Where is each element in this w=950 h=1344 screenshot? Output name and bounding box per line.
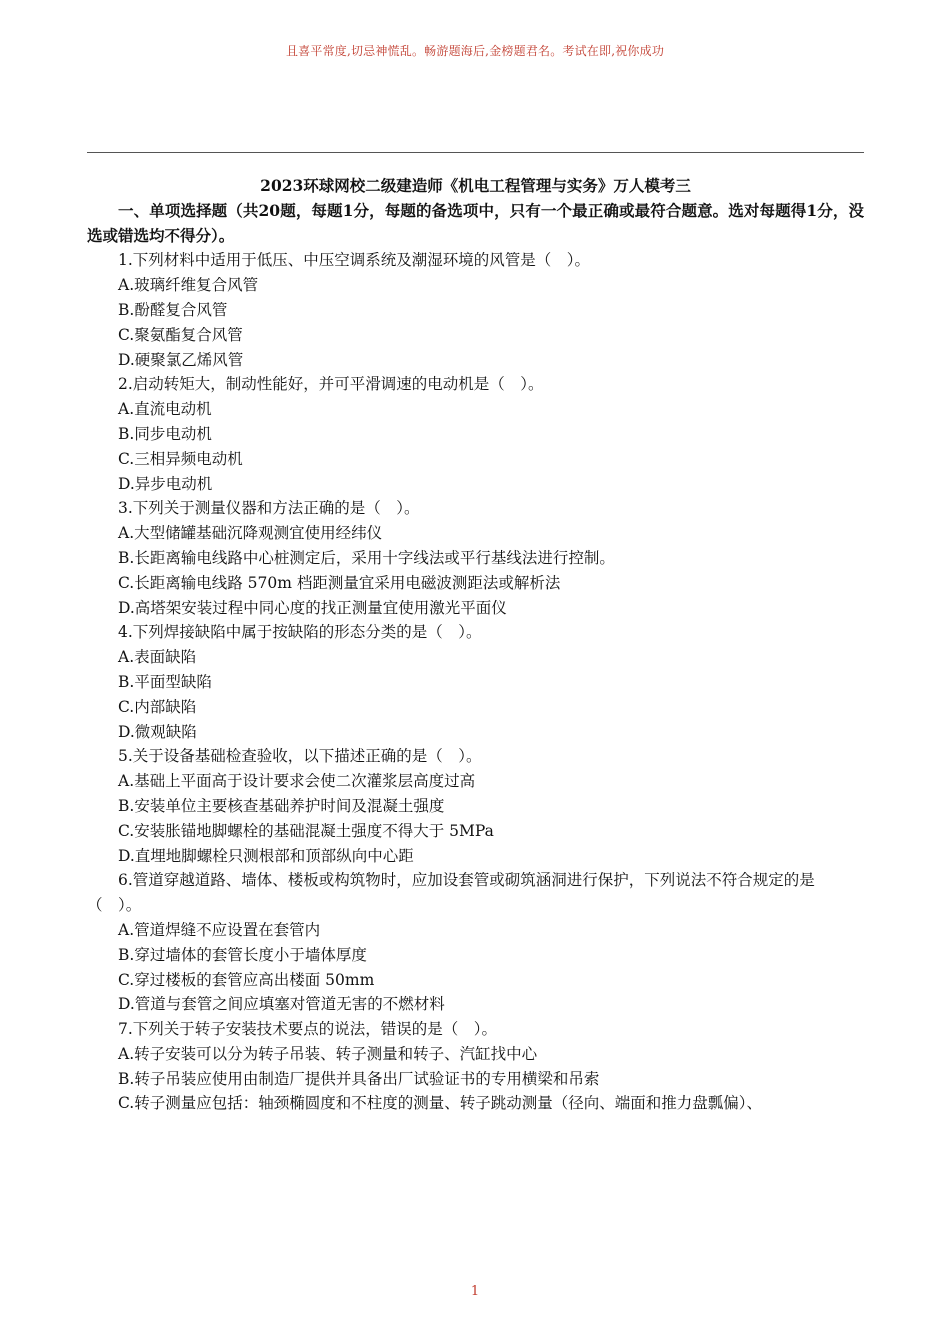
answer-option: A.直流电动机 xyxy=(118,400,212,419)
answer-option: C.长距离输电线路 570m 档距测量宜采用电磁波测距法或解析法 xyxy=(118,573,561,592)
question-3 xyxy=(87,496,864,620)
question-2 xyxy=(87,372,864,496)
header-divider xyxy=(87,152,864,153)
answer-option: D.直埋地脚螺栓只测根部和顶部纵向中心距 xyxy=(118,846,414,865)
document-title: 2023环球网校二级建造师《机电工程管理与实务》万人模考三 xyxy=(260,176,691,195)
question-stem: 7.下列关于转子安装技术要点的说法，错误的是（ ）。 xyxy=(118,1020,498,1039)
answer-option: A.大型储罐基础沉降观测宜使用经纬仪 xyxy=(118,524,383,543)
question-list xyxy=(87,248,864,1116)
question-6 xyxy=(87,868,864,1017)
answer-option: B.长距离输电线路中心桩测定后，采用十字线法或平行基线法进行控制。 xyxy=(118,548,615,567)
answer-option: D.硬聚氯乙烯风管 xyxy=(118,350,244,369)
question-stem: 3.下列关于测量仪器和方法正确的是（ ）。 xyxy=(118,499,420,518)
answer-option: C.转子测量应包括：轴颈椭圆度和不柱度的测量、转子跳动测量（径向、端面和推力盘瓢偏）、 xyxy=(118,1094,762,1113)
question-stem: 5.关于设备基础检查验收，以下描述正确的是（ ）。 xyxy=(118,747,482,766)
header-motto: 且喜平常度,切忌神慌乱。畅游题海后,金榜题君名。考试在即,祝你成功 xyxy=(285,44,665,58)
question-stem: 6.管道穿越道路、墙体、楼板或构筑物时，应加设套管或砌筑涵洞进行保护，下列说法不符合规定的是（ ）。 xyxy=(87,871,815,915)
question-7 xyxy=(87,1017,864,1116)
page-number: 1 xyxy=(470,1284,480,1299)
answer-option: C.穿过楼板的套管应高出楼面 50mm xyxy=(118,970,375,989)
answer-option: A.转子安装可以分为转子吊装、转子测量和转子、汽缸找中心 xyxy=(118,1044,538,1063)
answer-option: D.高塔架安装过程中同心度的找正测量宜使用激光平面仪 xyxy=(118,598,507,617)
document-body xyxy=(87,174,864,1116)
answer-option: B.安装单位主要核查基础养护时间及混凝土强度 xyxy=(118,796,445,815)
question-5 xyxy=(87,744,864,868)
answer-option: A.玻璃纤维复合风管 xyxy=(118,276,259,295)
answer-option: C.内部缺陷 xyxy=(118,697,197,716)
answer-option: B.同步电动机 xyxy=(118,424,212,443)
answer-option: D.微观缺陷 xyxy=(118,722,197,741)
answer-option: C.聚氨酯复合风管 xyxy=(118,325,243,344)
answer-option: B.平面型缺陷 xyxy=(118,672,212,691)
answer-option: D.异步电动机 xyxy=(118,474,213,493)
question-stem: 2.启动转矩大，制动性能好，并可平滑调速的电动机是（ ）。 xyxy=(118,375,544,394)
section-heading: 一、单项选择题（共20题，每题1分，每题的备选项中，只有一个最正确或最符合题意。选对每题得1分，没选或错选均不得分）。 xyxy=(87,200,864,245)
question-1 xyxy=(87,248,864,372)
answer-option: B.转子吊装应使用由制造厂提供并具备出厂试验证书的专用横梁和吊索 xyxy=(118,1069,600,1088)
question-stem: 1.下列材料中适用于低压、中压空调系统及潮湿环境的风管是（ ）。 xyxy=(118,251,591,270)
answer-option: C.安装胀锚地脚螺栓的基础混凝土强度不得大于 5MPa xyxy=(118,821,494,840)
answer-option: C.三相异频电动机 xyxy=(118,449,243,468)
answer-option: B.穿过墙体的套管长度小于墙体厚度 xyxy=(118,945,367,964)
question-stem: 4.下列焊接缺陷中属于按缺陷的形态分类的是（ ）。 xyxy=(118,623,482,642)
answer-option: A.表面缺陷 xyxy=(118,648,197,667)
answer-option: A.管道焊缝不应设置在套管内 xyxy=(118,920,321,939)
question-4 xyxy=(87,620,864,744)
answer-option: A.基础上平面高于设计要求会使二次灌浆层高度过高 xyxy=(118,772,476,791)
answer-option: D.管道与套管之间应填塞对管道无害的不燃材料 xyxy=(118,995,445,1014)
answer-option: B.酚醛复合风管 xyxy=(118,300,228,319)
